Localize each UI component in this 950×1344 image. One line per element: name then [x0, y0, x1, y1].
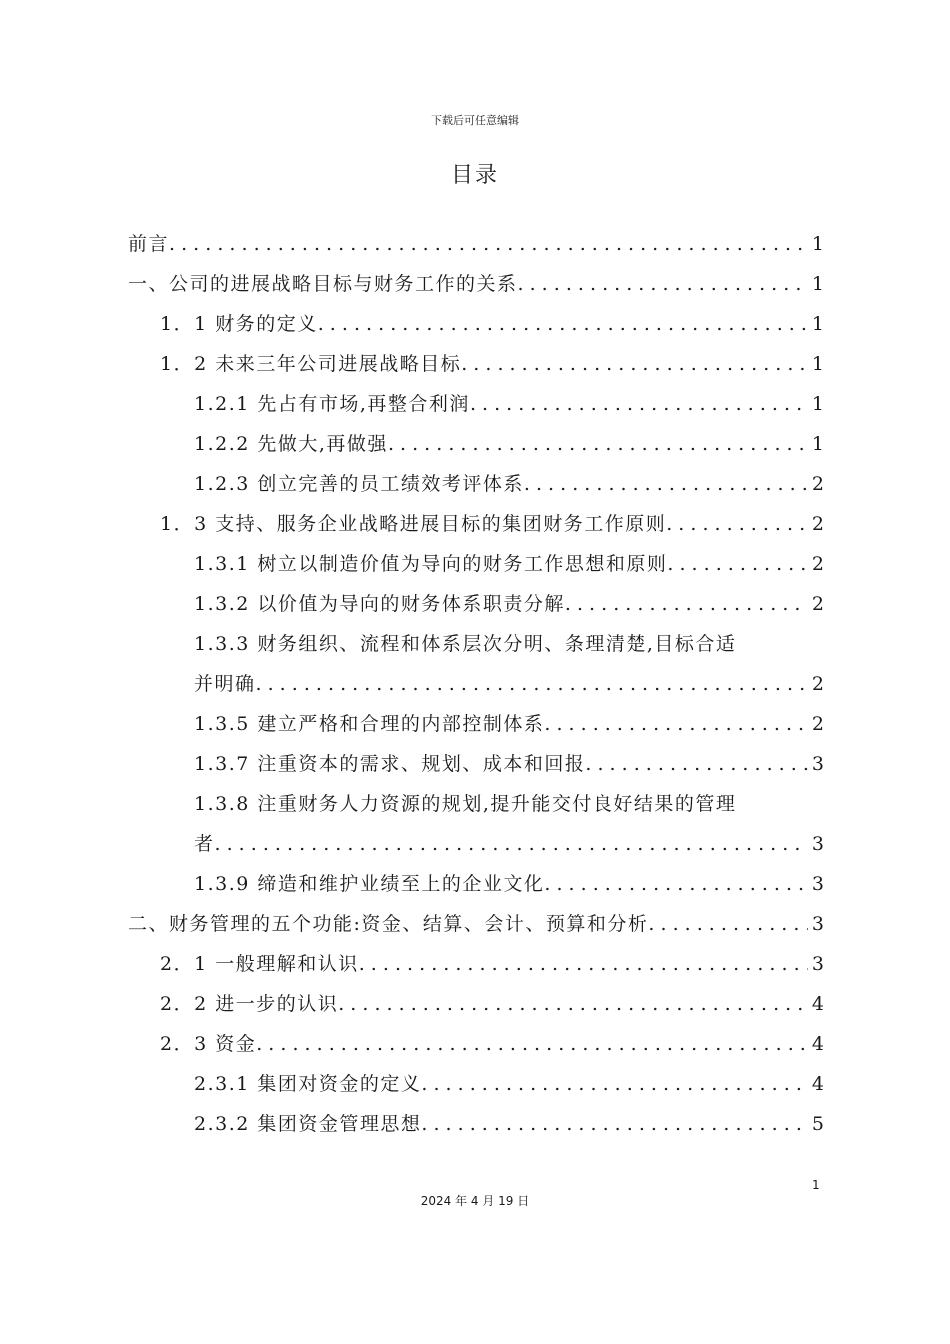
- leader-dots: [585, 744, 808, 784]
- leader-dots: [666, 504, 808, 544]
- toc-entry[interactable]: [128, 944, 824, 984]
- toc-entry-label: 1.2.2 先做大,再做强: [194, 433, 388, 455]
- toc-entry[interactable]: [128, 304, 824, 344]
- toc-entry-label: 1.2.3 创立完善的员工绩效考评体系: [194, 473, 524, 495]
- toc-entry[interactable]: [128, 504, 824, 544]
- toc-entry-label: 1.3.7 注重资本的需求、规划、成本和回报: [194, 753, 586, 775]
- toc-entry-page: 1: [811, 273, 824, 295]
- toc-entry-label: 一、公司的进展战略目标与财务工作的关系: [128, 273, 518, 295]
- toc-entry[interactable]: [128, 744, 824, 784]
- toc-entry[interactable]: [128, 1024, 824, 1064]
- leader-dots: [359, 944, 808, 984]
- toc-entry[interactable]: [128, 544, 824, 584]
- leader-dots: [544, 704, 808, 744]
- toc-entry[interactable]: [128, 864, 824, 904]
- toc-entry-page: 4: [811, 1033, 824, 1055]
- toc-entry[interactable]: [128, 264, 824, 304]
- toc-entry-label: 2.3.2 集团资金管理思想: [194, 1113, 422, 1135]
- leader-dots: [518, 264, 808, 304]
- toc-entry[interactable]: [128, 344, 824, 384]
- toc-entry[interactable]: [128, 464, 824, 504]
- toc-entry[interactable]: [128, 384, 824, 424]
- toc-entry-page: 3: [811, 753, 824, 775]
- toc-entry-label: 1．3 支持、服务企业战略进展目标的集团财务工作原则: [160, 513, 667, 535]
- leader-dots: [461, 344, 808, 384]
- toc-entry-label: 1.3.5 建立严格和合理的内部控制体系: [194, 713, 545, 735]
- toc-entry-label: 前言: [128, 233, 170, 255]
- leader-dots: [667, 544, 808, 584]
- toc-entry-label: 者: [194, 833, 215, 855]
- toc-entry[interactable]: [128, 1104, 824, 1144]
- toc-entry[interactable]: [128, 1064, 824, 1104]
- toc-entry-page: 1: [811, 433, 824, 455]
- toc-title: 目录: [450, 163, 499, 188]
- toc-entry[interactable]: [128, 704, 824, 744]
- toc-entry[interactable]: [128, 224, 824, 264]
- page-header: 下载后可任意编辑: [431, 114, 519, 127]
- toc-entry-label: 并明确: [194, 673, 256, 695]
- toc-entry[interactable]: [128, 784, 824, 824]
- toc-entry-continuation[interactable]: [128, 664, 824, 704]
- toc-entry-page: 2: [811, 473, 824, 495]
- toc-entry-page: 3: [811, 873, 824, 895]
- leader-dots: [215, 824, 808, 864]
- leader-dots: [318, 304, 808, 344]
- toc-entry-page: 3: [811, 833, 824, 855]
- page-footer-date: 2024 年 4 月 19 日: [420, 1194, 530, 1208]
- toc-entry-page: 1: [811, 393, 824, 415]
- toc-entry-page: 1: [811, 233, 824, 255]
- toc-entry-continuation[interactable]: [128, 824, 824, 864]
- toc-entry-label: 2．1 一般理解和认识: [160, 953, 359, 975]
- toc-entry-label: 2．3 资金: [160, 1033, 257, 1055]
- toc-entry-page: 3: [811, 913, 824, 935]
- toc-entry-label: 1.3.2 以价值为导向的财务体系职责分解: [194, 593, 565, 615]
- toc-entry-label: 1.3.8 注重财务人力资源的规划,提升能交付良好结果的管理: [194, 793, 737, 815]
- leader-dots: [169, 224, 808, 264]
- leader-dots: [388, 424, 808, 464]
- toc-entry-page: 1: [811, 353, 824, 375]
- toc-entry-label: 1.2.1 先占有市场,再整合利润: [194, 393, 470, 415]
- leader-dots: [470, 384, 808, 424]
- leader-dots: [256, 1024, 808, 1064]
- toc-entry-page: 2: [811, 553, 824, 575]
- toc-entry-page: 4: [811, 1073, 824, 1095]
- toc-entry[interactable]: [128, 624, 824, 664]
- toc-entry-label: 1．2 未来三年公司进展战略目标: [160, 353, 462, 375]
- leader-dots: [421, 1104, 808, 1144]
- toc-entry[interactable]: [128, 984, 824, 1024]
- leader-dots: [256, 664, 808, 704]
- toc-entry[interactable]: [128, 424, 824, 464]
- leader-dots: [421, 1064, 808, 1104]
- toc-entry[interactable]: [128, 584, 824, 624]
- toc-entry-page: 1: [811, 313, 824, 335]
- toc-entry-label: 2.3.1 集团对资金的定义: [194, 1073, 422, 1095]
- leader-dots: [544, 864, 808, 904]
- toc-entry-label: 1.3.1 树立以制造价值为导向的财务工作思想和原则: [194, 553, 668, 575]
- toc-entry-page: 2: [811, 513, 824, 535]
- toc-entry-page: 3: [811, 953, 824, 975]
- leader-dots: [648, 904, 808, 944]
- page-number: 1: [812, 1178, 820, 1192]
- toc-entry[interactable]: [128, 904, 824, 944]
- toc-entry-label: 1.3.9 缔造和维护业绩至上的企业文化: [194, 873, 545, 895]
- toc-entry-page: 2: [811, 593, 824, 615]
- toc-entry-page: 2: [811, 713, 824, 735]
- leader-dots: [524, 464, 808, 504]
- toc-entry-page: 5: [811, 1113, 824, 1135]
- toc-entry-label: 1．1 财务的定义: [160, 313, 318, 335]
- leader-dots: [338, 984, 808, 1024]
- leader-dots: [565, 584, 808, 624]
- toc-entry-page: 2: [811, 673, 824, 695]
- toc-entry-label: 1.3.3 财务组织、流程和体系层次分明、条理清楚,目标合适: [194, 633, 737, 655]
- toc-entry-page: 4: [811, 993, 824, 1015]
- toc-entry-label: 二、财务管理的五个功能:资金、结算、会计、预算和分析: [128, 913, 649, 935]
- toc-entry-label: 2．2 进一步的认识: [160, 993, 339, 1015]
- table-of-contents: [128, 224, 824, 1144]
